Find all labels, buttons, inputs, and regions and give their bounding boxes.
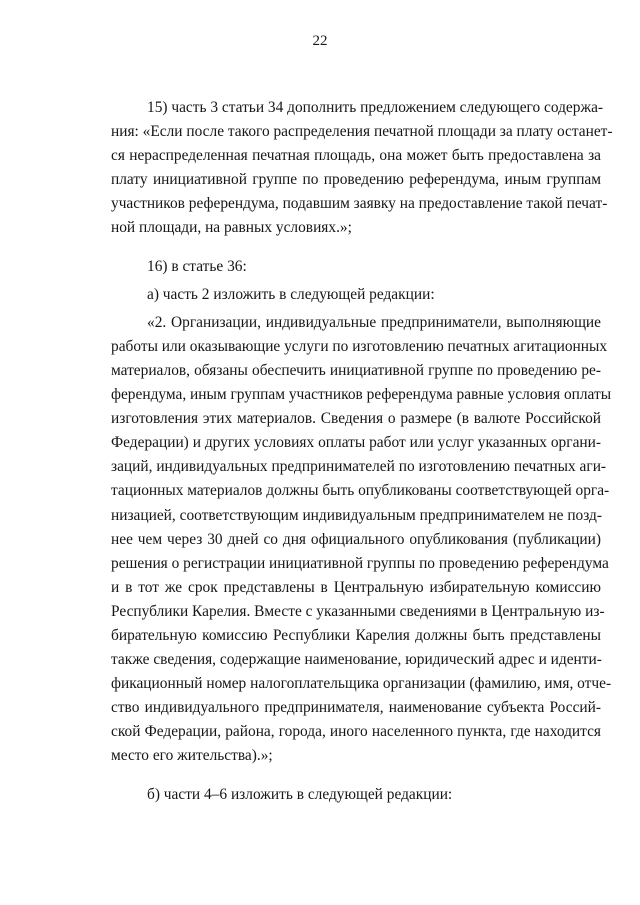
paragraph-line: материалов, обязаны обеспечить инициативной группе по проведению ре- <box>111 361 601 379</box>
paragraph-line: Федерации) и других условиях оплаты работ или услуг указанных органи- <box>111 434 601 452</box>
paragraph-line: тационных материалов должны быть опубликованы соответствующей орга- <box>111 482 610 500</box>
paragraph-16a <box>111 283 601 307</box>
paragraph-line: изготовления этих материалов. Сведения о размере (в валюте Российской <box>111 410 601 428</box>
paragraph-line: плату инициативной группе по проведению референдума, иным группам <box>111 171 601 189</box>
paragraph-line: «2. Организации, индивидуальные предприниматели, выполняющие <box>147 313 601 331</box>
paragraph-line: заций, индивидуальных предпринимателей по изготовлению печатных аги- <box>111 458 607 476</box>
paragraph-line: б) части 4–6 изложить в следующей редакции: <box>147 785 453 803</box>
document-body <box>111 96 613 807</box>
paragraph-line: низацией, соответствующим индивидуальным предпринимателем не позд- <box>111 506 603 524</box>
paragraph-line: работы или оказывающие услуги по изготовлению печатных агитационных <box>111 337 608 355</box>
paragraph-line: ской Федерации, района, города, иного населенного пункта, где находится <box>111 723 601 741</box>
paragraph-line: решения о регистрации инициативной группы по проведению референдума <box>111 554 609 572</box>
paragraph-line: 16) в статье 36: <box>147 257 247 275</box>
paragraph-line: фикационный номер налогоплательщика организации (фамилию, имя, отче- <box>111 675 612 693</box>
paragraph-line: ферендума, иным группам участников референдума равные условия оплаты <box>111 386 612 404</box>
paragraph-line: ся нераспределенная печатная площадь, она может быть предоставлена за <box>111 147 601 165</box>
page-number: 22 <box>312 33 328 49</box>
paragraph-line: ной площади, на равных условиях.»; <box>111 219 352 237</box>
paragraph-16 <box>111 255 601 279</box>
paragraph-line: участников референдума, подавшим заявку на предоставление такой печат- <box>111 195 608 213</box>
paragraph-16b <box>111 783 601 807</box>
paragraph-line: также сведения, содержащие наименование, юридический адрес и иденти- <box>111 651 602 669</box>
paragraph-part-2-text <box>111 311 612 769</box>
paragraph-line: место его жительства).»; <box>111 747 273 765</box>
paragraph-line: нее чем через 30 дней со дня официального опубликования (публикации) <box>111 530 601 548</box>
paragraph-line: а) часть 2 изложить в следующей редакции: <box>147 285 435 303</box>
paragraph-line: бирательную комиссию Республики Карелия должны быть представлены <box>111 626 601 644</box>
paragraph-line: 15) часть 3 статьи 34 дополнить предложением следующего содержа- <box>147 99 604 116</box>
paragraph-15 <box>111 96 613 241</box>
paragraph-line: ство индивидуального предпринимателя, наименование субъекта Россий- <box>111 699 601 717</box>
paragraph-line: и в тот же срок представлены в Центральную избирательную комиссию <box>111 578 601 596</box>
paragraph-line: Республики Карелия. Вместе с указанными сведениями в Центральную из- <box>111 602 605 620</box>
paragraph-line: ния: «Если после такого распределения печатной площади за плату останет- <box>111 123 613 141</box>
